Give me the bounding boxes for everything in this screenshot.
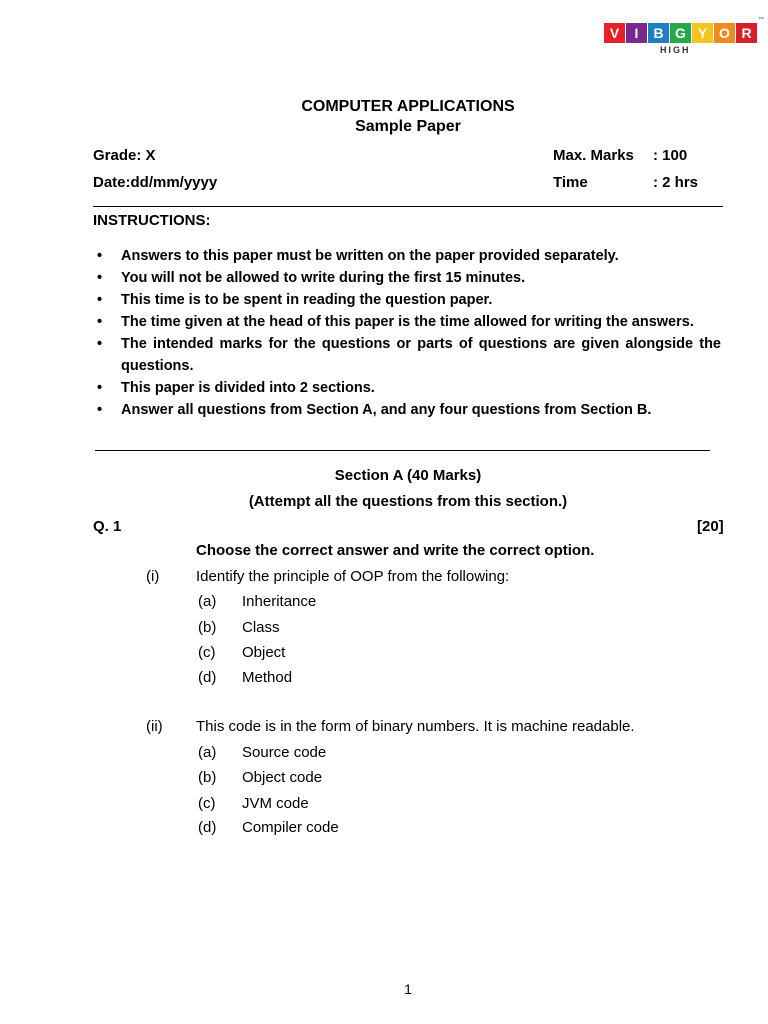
instruction-item — [93, 311, 721, 333]
option-key: (b) — [198, 769, 217, 786]
instruction-text: This paper is divided into 2 sections. — [121, 380, 375, 396]
option-text: Object code — [242, 769, 323, 786]
instruction-text: The time given at the head of this paper is the time allowed for writing the answers. — [121, 314, 694, 330]
instruction-text: You will not be allowed to write during the first 15 minutes. — [121, 270, 526, 286]
logo-subtitle: HIGH — [660, 45, 691, 55]
instruction-text: This time is to be spent in reading the question paper. — [121, 292, 493, 308]
logo-letter-row — [604, 23, 758, 43]
section-subtitle: (Attempt all the questions from this section.) — [248, 493, 568, 510]
option-key: (d) — [198, 819, 217, 836]
bullet-icon: • — [97, 402, 103, 418]
instruction-item — [93, 267, 721, 289]
option-text: Object — [242, 644, 286, 661]
logo-letter: O — [714, 23, 735, 43]
bullet-icon: • — [97, 292, 103, 308]
instructions-divider — [95, 450, 710, 451]
logo-letter: R — [736, 23, 757, 43]
instruction-item — [93, 289, 721, 311]
paper-title: COMPUTER APPLICATIONS — [301, 98, 515, 115]
option-key: (b) — [198, 619, 217, 636]
date-label: Date:dd/mm/yyyy — [93, 174, 218, 191]
option-key: (a) — [198, 744, 217, 761]
section-title: Section A (40 Marks) — [334, 467, 482, 484]
header-divider — [93, 206, 723, 207]
school-logo — [604, 17, 764, 55]
option-key: (d) — [198, 669, 217, 686]
part-text: Identify the principle of OOP from the following: — [196, 568, 510, 585]
time-label: Time — [553, 174, 588, 191]
logo-letter: V — [604, 23, 625, 43]
option-text: Inheritance — [242, 593, 317, 610]
logo-letter: G — [670, 23, 691, 43]
instruction-item — [93, 377, 721, 399]
instruction-item — [93, 399, 721, 421]
option-key: (a) — [198, 593, 217, 610]
option-key: (c) — [198, 795, 216, 812]
option-text: JVM code — [242, 795, 309, 812]
part-label: (ii) — [146, 718, 163, 735]
time-value: : 2 hrs — [653, 174, 699, 191]
max-marks-value: : 100 — [653, 147, 688, 164]
part-text: This code is in the form of binary numbers. It is machine readable. — [196, 718, 635, 735]
logo-letter: Y — [692, 23, 713, 43]
option-key: (c) — [198, 644, 216, 661]
grade-label: Grade: X — [93, 147, 156, 164]
logo-letter: I — [626, 23, 647, 43]
bullet-icon: • — [97, 336, 103, 352]
instructions-list — [93, 245, 721, 421]
instruction-text: Answers to this paper must be written on the paper provided separately. — [121, 248, 619, 264]
logo-letter: B — [648, 23, 669, 43]
part-label: (i) — [146, 568, 160, 585]
option-text: Source code — [242, 744, 327, 761]
option-text: Method — [242, 669, 293, 686]
page-number: 1 — [404, 981, 412, 997]
bullet-icon: • — [97, 380, 103, 396]
instructions-heading: INSTRUCTIONS: — [93, 212, 211, 229]
bullet-icon: • — [97, 248, 103, 264]
question-marks: [20] — [697, 518, 724, 535]
question-number: Q. 1 — [93, 518, 122, 535]
option-text: Compiler code — [242, 819, 339, 836]
max-marks-label: Max. Marks — [553, 147, 634, 164]
bullet-icon: • — [97, 314, 103, 330]
instruction-item — [93, 333, 721, 377]
bullet-icon: • — [97, 270, 103, 286]
logo-trademark: ™ — [758, 17, 764, 23]
instruction-item — [93, 245, 721, 267]
question-prompt: Choose the correct answer and write the correct option. — [196, 542, 595, 559]
paper-subtitle: Sample Paper — [355, 118, 461, 135]
instruction-text: The intended marks for the questions or parts of questions are given alongside the questions. — [121, 336, 721, 374]
instruction-text: Answer all questions from Section A, and any four questions from Section B. — [121, 402, 652, 418]
option-text: Class — [242, 619, 280, 636]
